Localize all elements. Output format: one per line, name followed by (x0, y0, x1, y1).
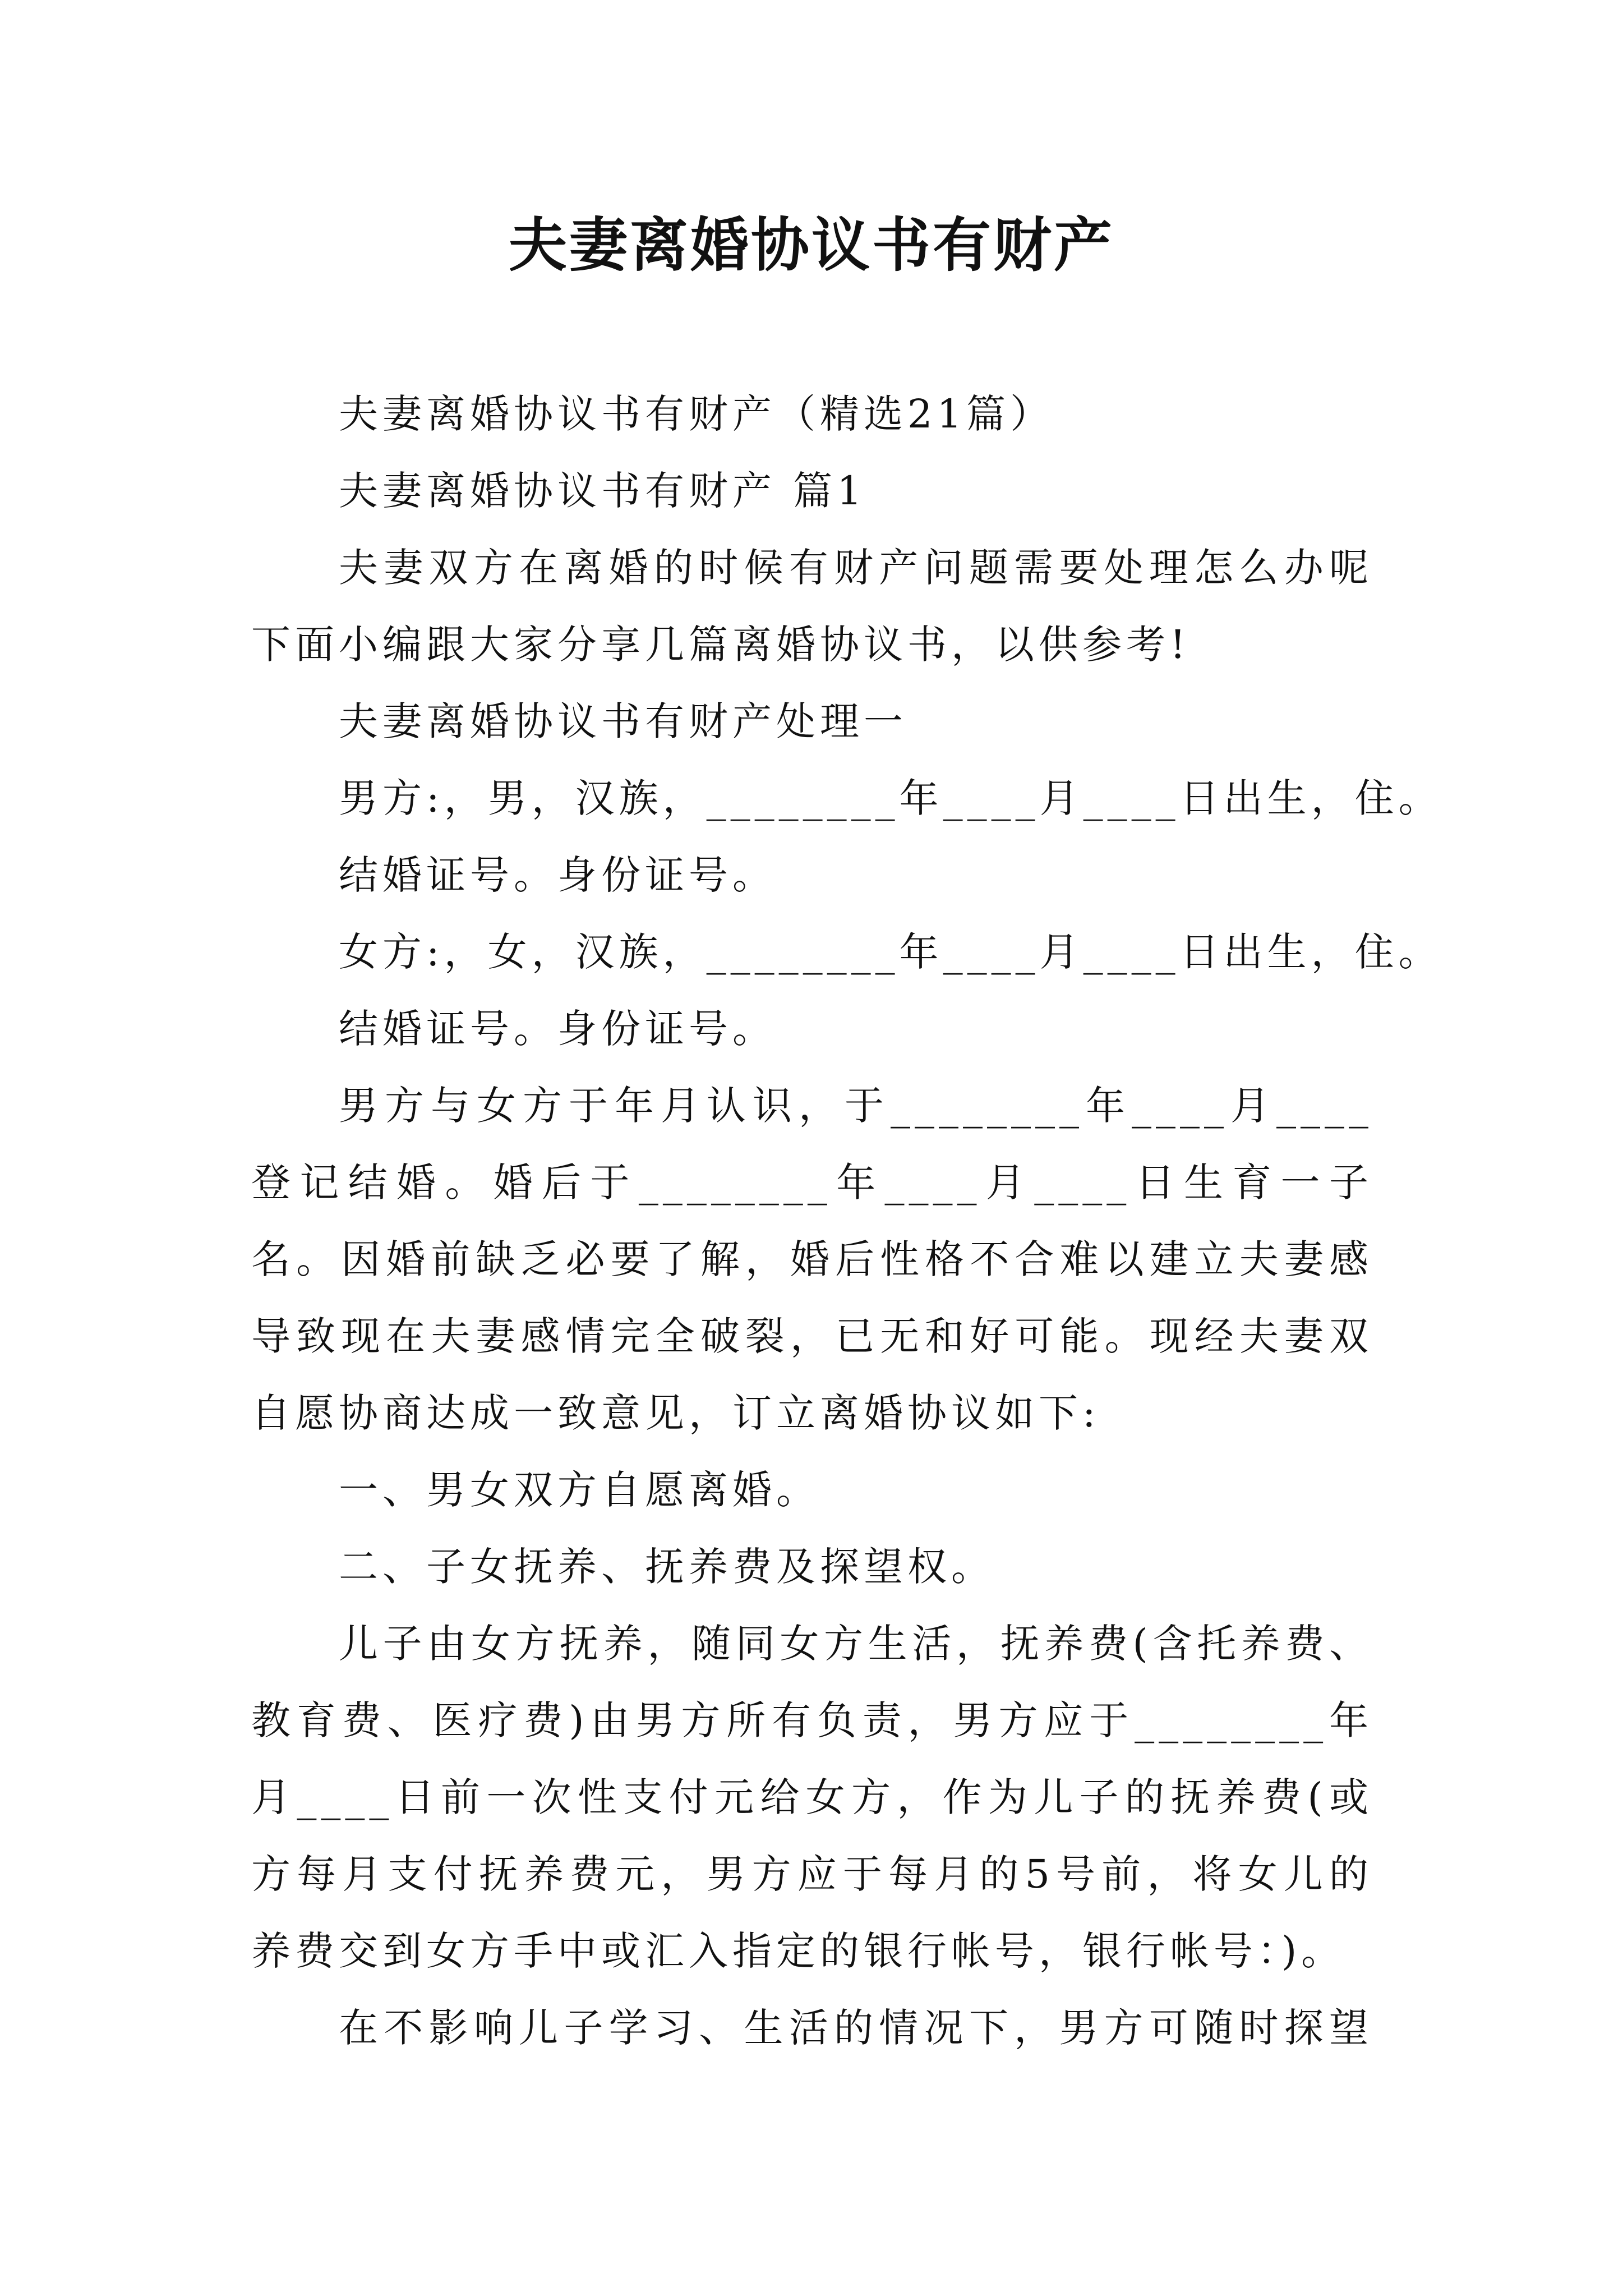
paragraph-line: 结婚证号。身份证号。 (339, 1006, 776, 1052)
paragraph-line: 夫妻离婚协议书有财产 篇1 (339, 468, 866, 514)
paragraph-line: 自愿协商达成一致意见，订立离婚协议如下: (251, 1390, 1100, 1436)
document-title: 夫妻离婚协议书有财产 (508, 210, 1114, 279)
paragraph-line: 夫妻离婚协议书有财产（精选21篇） (339, 391, 1054, 437)
paragraph-line: 二、子女抚养、抚养费及探望权。 (339, 1544, 995, 1590)
paragraph-line: 男方与女方于年月认识，于________年____月____ (339, 1083, 1373, 1129)
paragraph-line: 下面小编跟大家分享几篇离婚协议书，以供参考! (251, 622, 1191, 668)
paragraph-line: 男方:，男，汉族，________年____月____日出生，住。 (339, 775, 1442, 821)
paragraph-line: 一、男女双方自愿离婚。 (339, 1467, 820, 1513)
paragraph-line: 方每月支付抚养费元，男方应于每月的5号前，将女儿的 (251, 1851, 1373, 1897)
paragraph-line: 儿子由女方抚养，随同女方生活，抚养费(含托养费、 (339, 1621, 1373, 1667)
paragraph-line: 在不影响儿子学习、生活的情况下，男方可随时探望 (339, 2005, 1373, 2051)
paragraph-line: 登记结婚。婚后于________年____月____日生育一子 (251, 1159, 1373, 1205)
paragraph-line: 夫妻双方在离婚的时候有财产问题需要处理怎么办呢 (339, 545, 1373, 591)
paragraph-line: 女方:，女，汉族，________年____月____日出生，住。 (339, 929, 1442, 975)
paragraph-line: 养费交到女方手中或汇入指定的银行帐号，银行帐号：)。 (251, 1928, 1345, 1974)
paragraph-line: 教育费、医疗费)由男方所有负责，男方应于________年 (251, 1697, 1373, 1743)
paragraph-line: 名。因婚前缺乏必要了解，婚后性格不合难以建立夫妻感 (251, 1236, 1373, 1282)
paragraph-line: 夫妻离婚协议书有财产处理一 (339, 698, 907, 744)
paragraph-line: 结婚证号。身份证号。 (339, 852, 776, 898)
paragraph-line: 导致现在夫妻感情完全破裂，已无和好可能。现经夫妻双 (251, 1313, 1373, 1359)
paragraph-line: 月____日前一次性支付元给女方，作为儿子的抚养费(或 (251, 1774, 1373, 1820)
document-body (251, 376, 1442, 2067)
